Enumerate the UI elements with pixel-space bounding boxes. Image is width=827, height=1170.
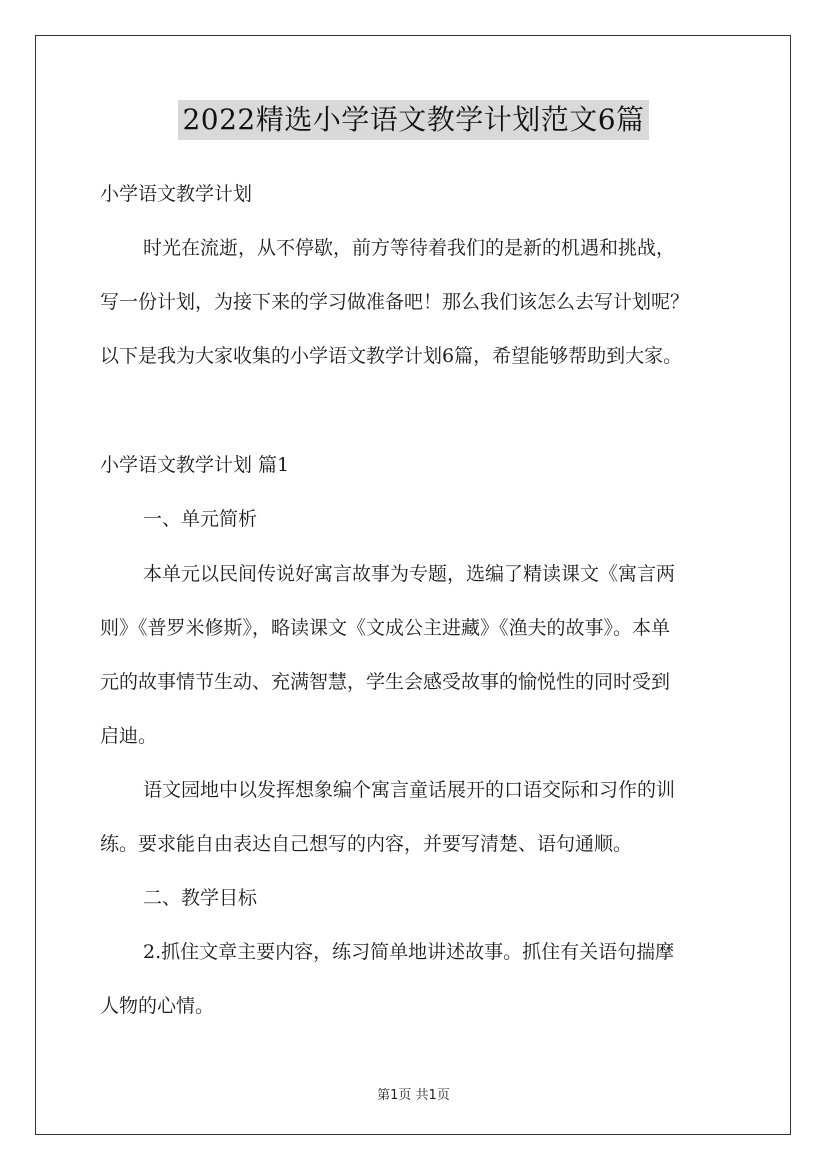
subsection-heading: 二、教学目标 <box>143 887 258 909</box>
paragraph-line: 语文园地中以发挥想象编个寓言童话展开的口语交际和习作的训 <box>143 779 676 801</box>
paragraph-line: 练。要求能自由表达自己想写的内容，并要写清楚、语句通顺。 <box>100 833 633 855</box>
paragraph-line: 写一份计划，为接下来的学习做准备吧！那么我们该怎么去写计划呢？ <box>100 291 690 313</box>
section-heading: 小学语文教学计划 <box>100 183 253 205</box>
paragraph-line: 时光在流逝，从不停歇，前方等待着我们的是新的机遇和挑战， <box>143 237 676 259</box>
paragraph-line: 启迪。 <box>100 725 158 747</box>
paragraph-line: 本单元以民间传说好寓言故事为专题，选编了精读课文《寓言两 <box>143 563 676 585</box>
paragraph-line: 人物的心情。 <box>100 995 215 1017</box>
page-footer: 第1页 共1页 <box>377 1088 450 1103</box>
paragraph-line: 则》《普罗米修斯》，略读课文《文成公主进藏》《渔夫的故事》。本单 <box>100 617 671 639</box>
subsection-heading: 一、单元简析 <box>143 508 258 530</box>
paragraph-line: 以下是我为大家收集的小学语文教学计划6篇，希望能够帮助到大家。 <box>100 345 683 367</box>
document-title: 2022精选小学语文教学计划范文6篇 <box>178 100 648 140</box>
title-container <box>0 100 827 140</box>
section-heading: 小学语文教学计划 篇1 <box>100 454 290 476</box>
paragraph-line: 元的故事情节生动、充满智慧，学生会感受故事的愉悦性的同时受到 <box>100 671 671 693</box>
paragraph-line: 2.抓住文章主要内容，练习简单地讲述故事。抓住有关语句揣摩 <box>143 941 675 963</box>
